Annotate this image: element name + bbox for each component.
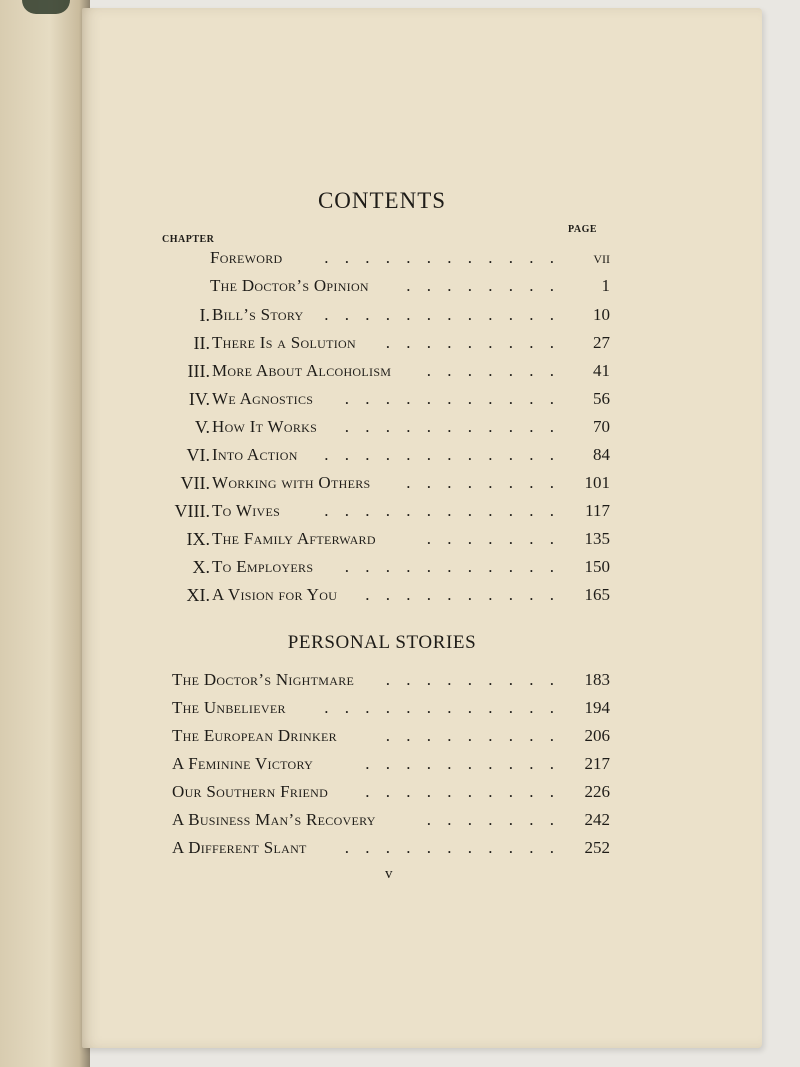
toc-row-story [82,670,762,698]
toc-row-story [82,726,762,754]
chapter-column-label: CHAPTER [162,234,215,245]
leader-dots: . . . . . . . . . . . [344,557,560,576]
leader-dots: . . . . . . . . . . [365,754,560,773]
chapter-number: I. [199,305,210,325]
chapter-number: VI. [186,445,210,465]
chapter-number: IX. [186,529,210,549]
entry-title: Our Southern Friend [172,782,329,801]
toc-row-story [82,838,762,866]
entry-page: 41 [593,361,610,380]
entry-page: 206 [584,726,610,745]
entry-title: Working with Others [212,473,371,492]
leader-dots: . . . . . . . . . . . [344,417,560,436]
entry-page: 226 [584,782,610,801]
toc-row-story [82,782,762,810]
leader-dots: . . . . . . . . [406,473,560,492]
leader-dots: . . . . . . . [426,810,560,829]
toc-row-foreword [82,248,762,276]
entry-page: 84 [593,445,610,464]
toc-row-chapter [82,417,762,445]
toc-row-chapter [82,389,762,417]
page-folio: v [385,866,393,882]
entry-page: 150 [584,557,610,576]
entry-page: 117 [585,501,610,520]
entry-title: There Is a Solution [212,333,356,352]
leader-dots: . . . . . . . . . . [365,782,560,801]
book-page [82,8,762,1048]
leader-dots: . . . . . . . [426,361,560,380]
facing-page-edge [0,0,90,1067]
entry-title: The European Drinker [172,726,337,745]
entry-title: To Employers [212,557,314,576]
entry-page: 252 [584,838,610,857]
contents-title: CONTENTS [317,188,447,213]
entry-title: A Different Slant [172,838,307,857]
entry-page: 242 [584,810,610,829]
entry-title: A Vision for You [212,585,338,604]
entry-title: A Business Man’s Recovery [172,810,376,829]
entry-title: How It Works [212,417,318,436]
entry-title: The Doctor’s Nightmare [172,670,355,689]
entry-page: 27 [593,333,610,352]
personal-stories-heading: PERSONAL STORIES [287,632,477,653]
chapter-number: IV. [188,389,210,409]
entry-title: A Feminine Victory [172,754,314,773]
entry-page: 183 [584,670,610,689]
binding-mark [22,0,70,14]
entry-page: 10 [593,305,610,324]
toc-row-story [82,810,762,838]
chapter-number: III. [187,361,210,381]
entry-title: Into Action [212,445,298,464]
chapter-number: VIII. [174,501,210,521]
leader-dots: . . . . . . . . . . . . [324,698,560,717]
entry-page: 70 [593,417,610,436]
page-column-label: PAGE [568,224,598,235]
entry-title: To Wives [212,501,281,520]
toc-row-doctors-opinion [82,276,762,304]
leader-dots: . . . . . . . . . . [365,585,560,604]
toc-row-chapter [82,361,762,389]
entry-page: 1 [601,276,610,295]
chapter-number: VII. [180,473,210,493]
leader-dots: . . . . . . . . . . . . [324,305,560,324]
entry-title: The Unbeliever [172,698,286,717]
toc-row-story [82,754,762,782]
table-of-contents [82,8,762,1048]
entry-page: 194 [584,698,610,717]
toc-row-chapter [82,445,762,473]
chapter-number: II. [193,333,210,353]
entry-title: Foreword [210,248,283,267]
leader-dots: . . . . . . . . . [385,333,560,352]
entry-page: 56 [593,389,610,408]
chapter-number: XI. [186,585,210,605]
chapter-number: V. [194,417,210,437]
toc-row-chapter [82,333,762,361]
leader-dots: . . . . . . . . . . . [344,389,560,408]
toc-row-chapter [82,473,762,501]
toc-row-chapter [82,529,762,557]
toc-row-chapter [82,305,762,333]
leader-dots: . . . . . . . . . [385,726,560,745]
leader-dots: . . . . . . . . . [385,670,560,689]
entry-title: The Family Afterward [212,529,376,548]
entry-title: We Agnostics [212,389,314,408]
entry-page: 165 [584,585,610,604]
toc-row-chapter [82,557,762,585]
toc-row-chapter [82,585,762,613]
entry-page: 135 [584,529,610,548]
entry-page: 217 [584,754,610,773]
leader-dots: . . . . . . . . [406,276,560,295]
entry-title: More About Alcoholism [212,361,392,380]
entry-page: 101 [584,473,610,492]
leader-dots: . . . . . . . . . . . [344,838,560,857]
leader-dots: . . . . . . . . . . . . [324,445,560,464]
entry-title: Bill’s Story [212,305,304,324]
toc-row-story [82,698,762,726]
entry-page: vii [593,248,610,267]
leader-dots: . . . . . . . [426,529,560,548]
toc-row-chapter [82,501,762,529]
chapter-number: X. [192,557,210,577]
entry-title: The Doctor’s Opinion [210,276,369,295]
leader-dots: . . . . . . . . . . . . [324,248,560,267]
leader-dots: . . . . . . . . . . . . [324,501,560,520]
